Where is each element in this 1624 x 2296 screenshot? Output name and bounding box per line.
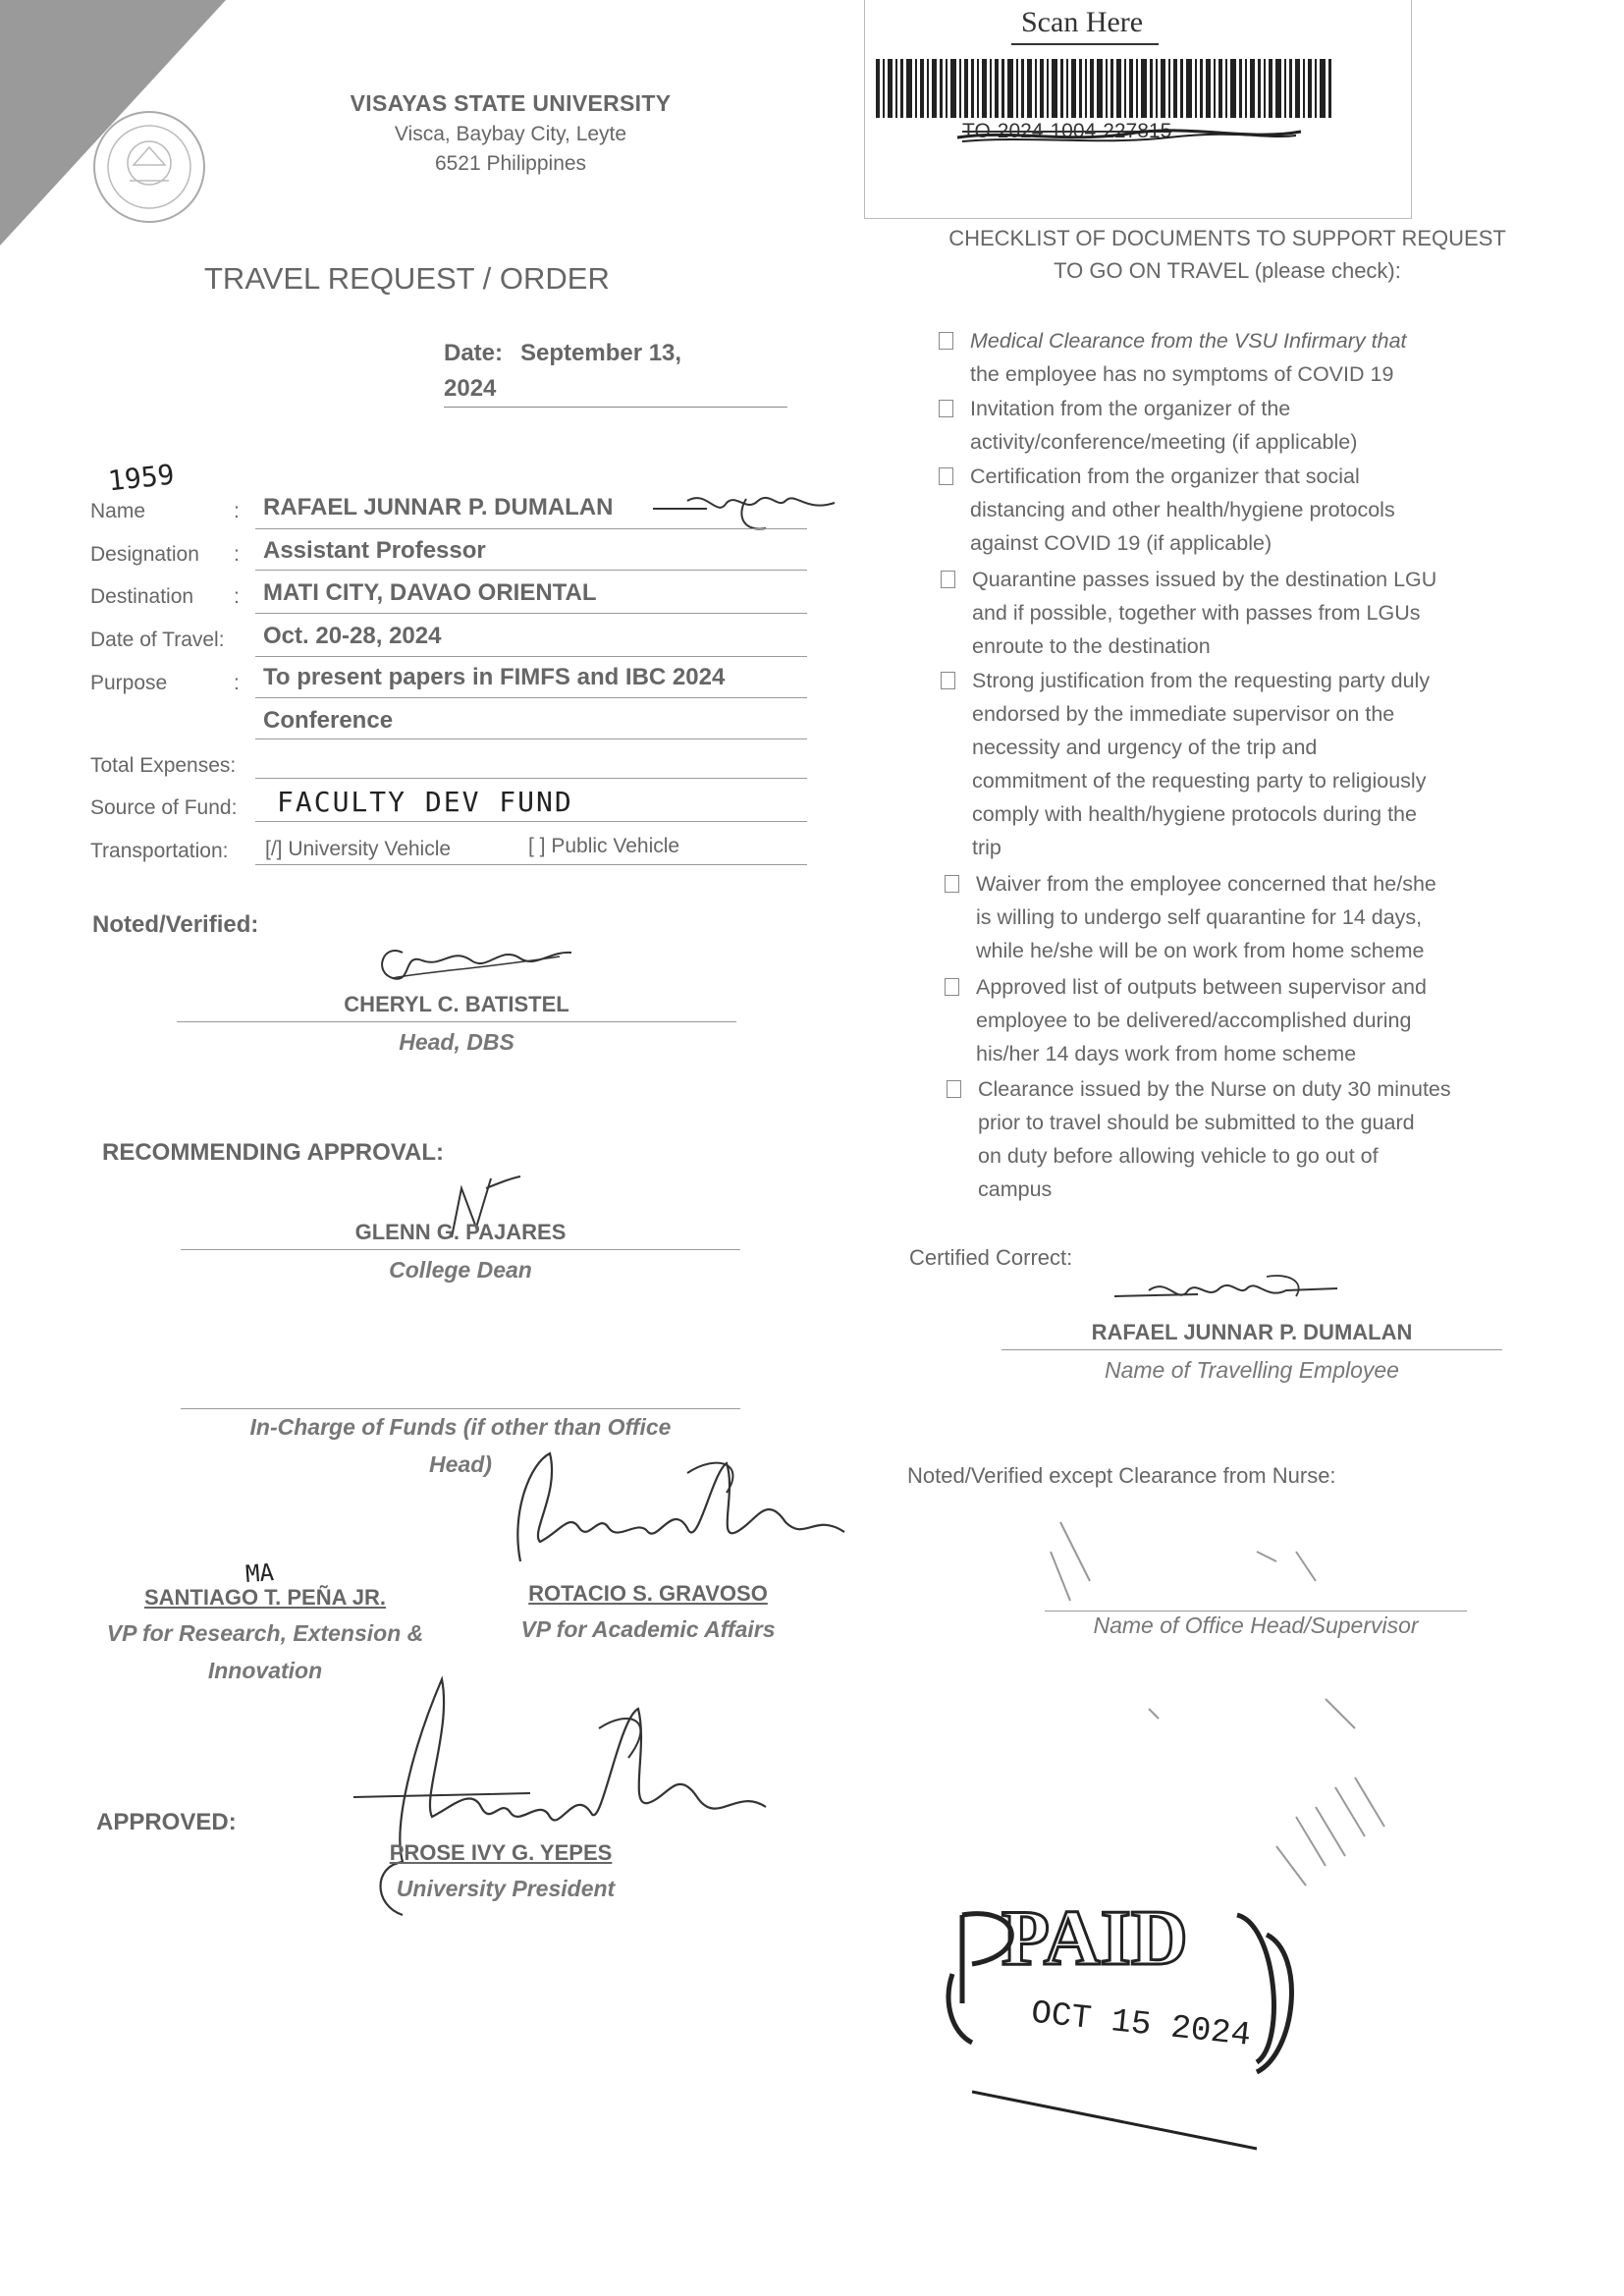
name-rule (255, 528, 807, 529)
form-title: TRAVEL REQUEST / ORDER (204, 261, 610, 296)
checklist-heading-line-1: CHECKLIST OF DOCUMENTS TO SUPPORT REQUEST (948, 226, 1506, 250)
date-value-year: 2024 (444, 375, 497, 402)
checkbox[interactable] (939, 467, 953, 485)
checkbox[interactable] (941, 571, 955, 588)
checklist-item-line: his/her 14 days work from home scheme (976, 1042, 1357, 1066)
checklist-item-line: Medical Clearance from the VSU Infirmary that (970, 329, 1407, 353)
paid-word: PAID (1001, 1895, 1188, 1982)
checkbox[interactable] (941, 672, 955, 689)
pena-role-line-1: VP for Research, Extension & (106, 1620, 424, 1646)
checklist-item[interactable] (970, 392, 1357, 459)
university-name: VISAYAS STATE UNIVERSITY (350, 90, 672, 116)
date-label: Date: (444, 340, 504, 366)
checklist-item-line: on duty before allowing vehicle to go out of (978, 1144, 1379, 1168)
transportation-rule (255, 864, 807, 865)
checklist-item-line: activity/conference/meeting (if applicable) (970, 430, 1358, 454)
checklist-item[interactable] (978, 1072, 1451, 1206)
gravoso-role: VP for Academic Affairs (520, 1616, 776, 1642)
checklist-item-line: commitment of the requesting party to religiously (972, 769, 1427, 793)
batistel-role: Head, DBS (399, 1029, 514, 1055)
purpose-value-line-1: To present papers in FIMFS and IBC 2024 (263, 664, 726, 690)
checklist-heading (923, 222, 1532, 287)
total-expenses-label: Total Expenses: (90, 754, 237, 777)
gravoso-name: ROTACIO S. GRAVOSO (528, 1581, 768, 1606)
checklist-item-line: Strong justification from the requesting party duly (972, 669, 1431, 692)
destination-label: Destination (90, 585, 194, 608)
colon: : (234, 672, 240, 694)
pajares-name: GLENN G. PAJARES (354, 1220, 567, 1244)
checklist-item-line: trip (972, 836, 1001, 859)
checklist-item-line: campus (978, 1177, 1053, 1201)
checklist-item[interactable] (972, 563, 1436, 663)
designation-value: Assistant Professor (263, 537, 486, 564)
funds-rule (181, 1408, 740, 1409)
colon: : (234, 585, 240, 608)
checklist-item[interactable] (970, 460, 1395, 560)
checklist-item-line: against COVID 19 (if applicable) (970, 531, 1272, 555)
noted-verified-label: Noted/Verified: (92, 911, 259, 938)
source-of-fund-rule (255, 821, 807, 822)
funds-role-line-1: In-Charge of Funds (if other than Office (249, 1414, 672, 1440)
paid-stamp (943, 1895, 1335, 2151)
source-of-fund-value: FACULTY DEV FUND (277, 786, 573, 818)
source-of-fund-label: Source of Fund: (90, 796, 238, 819)
checklist-item-line: Clearance issued by the Nurse on duty 30 minutes (978, 1077, 1451, 1101)
colon: : (234, 543, 240, 566)
checklist-item[interactable] (970, 324, 1407, 391)
checklist-item-line: Invitation from the organizer of the (970, 397, 1291, 420)
checkbox[interactable] (945, 875, 959, 893)
checklist-heading-line-2: TO GO ON TRAVEL (please check): (1054, 258, 1401, 283)
checklist-item-line: Waiver from the employee concerned that he/she (976, 872, 1436, 896)
checklist-item-line: employee to be delivered/accomplished during (976, 1009, 1412, 1032)
checkbox[interactable] (945, 978, 959, 996)
university-seal-icon (90, 108, 208, 226)
checklist-item-line: prior to travel should be submitted to the guard (978, 1111, 1415, 1134)
public-vehicle-option[interactable]: [ ] Public Vehicle (528, 835, 680, 857)
name-label: Name (90, 500, 146, 522)
checklist-item[interactable] (972, 664, 1430, 864)
purpose-rule-1 (255, 697, 807, 698)
pena-name: SANTIAGO T. PEÑA JR. (143, 1585, 387, 1610)
pena-role-line-2: Innovation (207, 1658, 323, 1683)
noted-except-nurse-label: Noted/Verified except Clearance from Nurse: (907, 1463, 1336, 1488)
date-of-travel-value: Oct. 20-28, 2024 (263, 623, 442, 649)
yepes-name: PROSE IVY G. YEPES (389, 1840, 613, 1865)
checklist-item-line: the employee has no symptoms of COVID 19 (970, 362, 1394, 386)
employee-role: Name of Travelling Employee (1105, 1357, 1399, 1383)
checkbox[interactable] (947, 1080, 961, 1098)
university-header (295, 90, 727, 176)
checklist-item-line: Quarantine passes issued by the destination LGU (972, 568, 1437, 591)
checklist-item-line: enroute to the destination (972, 634, 1211, 658)
checkbox[interactable] (939, 400, 953, 417)
certified-correct-label: Certified Correct: (909, 1245, 1073, 1270)
checkbox[interactable] (939, 332, 953, 350)
university-address-1: Visca, Baybay City, Leyte (394, 123, 627, 145)
date-of-travel-rule (255, 656, 807, 657)
designation-rule (255, 570, 807, 571)
pajares-rule (181, 1249, 740, 1250)
university-vehicle-option[interactable]: [/] University Vehicle (265, 838, 452, 860)
checklist-item-line: Certification from the organizer that social (970, 465, 1360, 488)
total-expenses-rule (255, 778, 807, 779)
employee-name: RAFAEL JUNNAR P. DUMALAN (1091, 1320, 1413, 1344)
name-value: RAFAEL JUNNAR P. DUMALAN (263, 494, 614, 520)
purpose-value-line-2: Conference (263, 707, 394, 734)
barcode-number: TO-2024-1004-227815 (962, 120, 1172, 142)
funds-role-line-2: Head) (429, 1451, 492, 1477)
colon: : (234, 500, 240, 522)
date-of-travel-label: Date of Travel: (90, 629, 225, 651)
checklist-item-line: distancing and other health/hygiene protocols (970, 498, 1395, 521)
checklist-item-line: necessity and urgency of the trip and (972, 736, 1318, 759)
destination-value: MATI CITY, DAVAO ORIENTAL (263, 579, 597, 606)
scan-label: Scan Here (1021, 6, 1144, 38)
batistel-name: CHERYL C. BATISTEL (344, 992, 569, 1016)
checklist-item-line: comply with health/hygiene protocols during the (972, 802, 1417, 826)
checklist-item[interactable] (976, 867, 1436, 967)
scan-label-underline (1011, 43, 1159, 45)
gravoso-signature (491, 1434, 854, 1571)
name-signature (648, 479, 844, 538)
paid-date: OCT 15 2024 (1029, 1995, 1253, 2055)
checklist-item-line: and if possible, together with passes from LGUs (972, 601, 1421, 625)
destination-rule (255, 613, 807, 614)
approved-label: APPROVED: (96, 1809, 237, 1835)
university-address-2: 6521 Philippines (434, 152, 587, 175)
supervisor-role: Name of Office Head/Supervisor (1093, 1613, 1419, 1638)
transportation-label: Transportation: (90, 840, 229, 862)
yepes-role: University President (396, 1876, 616, 1901)
date-rule (444, 407, 787, 408)
checklist-item-line: endorsed by the immediate supervisor on the (972, 702, 1395, 726)
pajares-role: College Dean (389, 1257, 532, 1283)
purpose-label: Purpose (90, 672, 168, 694)
checklist-item-line: Approved list of outputs between supervisor and (976, 975, 1427, 999)
barcode-scribble (952, 124, 1306, 149)
checklist-item[interactable] (976, 970, 1427, 1070)
purpose-rule-2 (255, 738, 807, 739)
handwritten-number: 1959 (106, 458, 176, 498)
faint-stamp-marks (1031, 1493, 1424, 1895)
recommending-approval-label: RECOMMENDING APPROVAL: (102, 1139, 444, 1166)
batistel-rule (177, 1021, 736, 1022)
designation-label: Designation (90, 543, 199, 566)
employee-rule (1001, 1349, 1502, 1350)
date-value: September 13, (520, 340, 682, 366)
checklist-item-line: is willing to undergo self quarantine for 14 days, (976, 905, 1423, 929)
barcode-icon[interactable] (876, 59, 1335, 118)
checklist-item-line: while he/she will be on work from home scheme (976, 939, 1425, 962)
pena-initial: MA (244, 1558, 275, 1588)
